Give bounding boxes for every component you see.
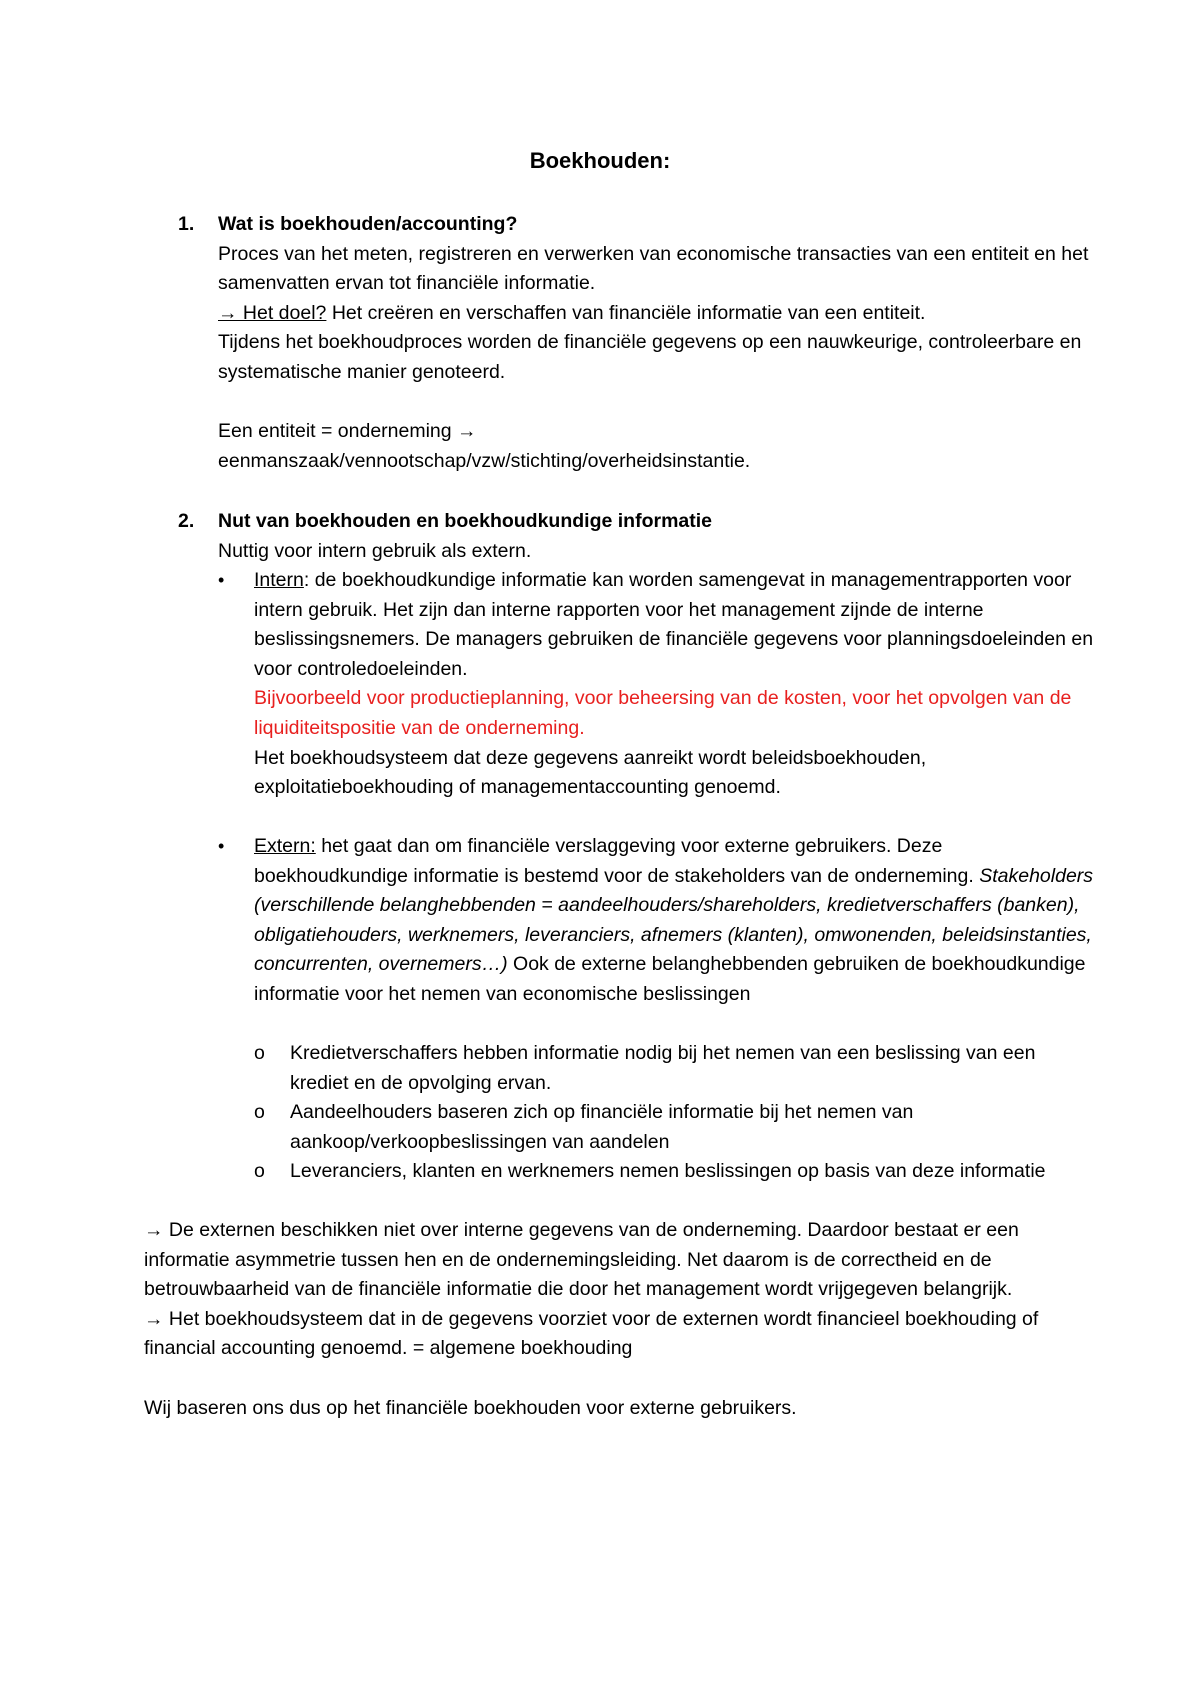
arrow-right-icon: →: [144, 1307, 164, 1330]
section-1: [218, 210, 1098, 476]
intern-example: Bijvoorbeeld voor productieplanning, voor beheersing van de kosten, voor het opvolgen van de liquiditeitspositie van de onderneming.: [254, 687, 1072, 739]
extern-paragraph: [254, 832, 1094, 1010]
financial-system-text: Het boekhoudsysteem dat in de gegevens voorziet voor de externen wordt financieel boekhouding of financial accounting genoemd. = algemene boekhouding: [144, 1307, 1039, 1360]
sub-item: Leveranciers, klanten en werknemers nemen beslissingen op basis van deze informatie: [290, 1160, 1046, 1182]
closing-notes: [144, 1216, 1084, 1423]
section-1-definition: Proces van het meten, registreren en verwerken van economische transacties van een entiteit en het samenvatten ervan tot financiële informatie.: [218, 242, 1089, 295]
section-1-heading: Wat is boekhouden/accounting?: [218, 213, 518, 235]
section-2-number: 2.: [178, 510, 195, 532]
bullet-icon: •: [218, 836, 225, 856]
section-1-process: Tijdens het boekhoudproces worden de financiële gegevens op een nauwkeurige, controleerbare en systematische manier genoteerd.: [218, 331, 1082, 383]
arrow-right-icon: →: [144, 1219, 164, 1241]
sub-bullet-icon: o: [254, 1042, 265, 1064]
section-2-heading: Nut van boekhouden en boekhoudkundige informatie: [218, 510, 713, 532]
asymmetry-paragraph: [144, 1216, 1084, 1305]
bullet-icon: •: [218, 570, 225, 590]
extern-label: Extern:: [254, 835, 316, 857]
extern-text-2: Ook de externe belanghebbenden gebruiken de boekhoudkundige informatie voor het nemen van economische beslissingen: [254, 953, 1086, 1005]
intern-system: Het boekhoudsysteem dat deze gegevens aanreikt wordt beleidsboekhouden, exploitatieboekhouding of managementaccounting genoemd.: [254, 746, 927, 799]
goal-text: Het creëren en verschaffen van financiële informatie van een entiteit.: [326, 301, 926, 324]
conclusion: Wij baseren ons dus op het financiële boekhouden voor externe gebruikers.: [144, 1396, 797, 1419]
arrow-right-icon: →: [218, 301, 238, 324]
extern-text-1: het gaat dan om financiële verslaggeving voor externe gebruikers. Deze boekhoudkundige informatie is bestemd voor de stakeholders van de onderneming.: [254, 835, 980, 887]
section-1-number: 1.: [178, 213, 195, 235]
sub-bullet-icon: o: [254, 1101, 265, 1123]
intern-item: [254, 566, 1094, 803]
intern-paragraph: [254, 566, 1094, 684]
arrow-right-icon: →: [457, 420, 477, 443]
section-2-intro: Nuttig voor intern gebruik als extern.: [218, 539, 532, 562]
intern-label: Intern: [254, 569, 304, 591]
section-1-entity-types: eenmanszaak/vennootschap/vzw/stichting/overheidsinstantie.: [218, 449, 751, 472]
extern-item: [254, 832, 1094, 1010]
section-1-entity: [218, 417, 1098, 447]
entity-text: Een entiteit = onderneming: [218, 420, 458, 443]
sub-item: Kredietverschaffers hebben informatie nodig bij het nemen van een beslissing van een krediet en de opvolging ervan.: [290, 1042, 1036, 1094]
asymmetry-text: De externen beschikken niet over interne gegevens van de onderneming. Daardoor bestaat er een informatie asymmetrie tussen hen en de ondernemingsleiding. Net daarom is de correctheid en de betrouwbaarheid van de financiële informatie die door het management wordt vrijgegeven belangrijk.: [144, 1219, 1019, 1301]
intern-text: : de boekhoudkundige informatie kan worden samengevat in managementrapporten voor intern gebruik. Het zijn dan interne rapporten voor het management zijnde de interne beslissingsnemers. De managers gebruiken de financiële gegevens voor planningsdoeleinden en voor controledoeleinden.: [254, 569, 1094, 680]
sub-bullet-icon: o: [254, 1160, 265, 1182]
document-title: Boekhouden:: [529, 148, 671, 173]
financial-system-paragraph: [144, 1305, 1084, 1364]
goal-label: Het doel?: [237, 301, 327, 324]
sub-item: Aandeelhouders baseren zich op financiële informatie bij het nemen van aankoop/verkoopbeslissingen van aandelen: [290, 1101, 914, 1153]
stakeholders-text: Stakeholders (verschillende belanghebbenden = aandeelhouders/shareholders, kredietverschaffers (banken), obligatiehouders, werknemers, leveranciers, afnemers (klanten), omwonenden, beleidsinstanties, concurrenten, overnemers…): [254, 864, 1094, 976]
section-2-header: [218, 507, 1098, 566]
section-1-goal: [218, 299, 1098, 329]
